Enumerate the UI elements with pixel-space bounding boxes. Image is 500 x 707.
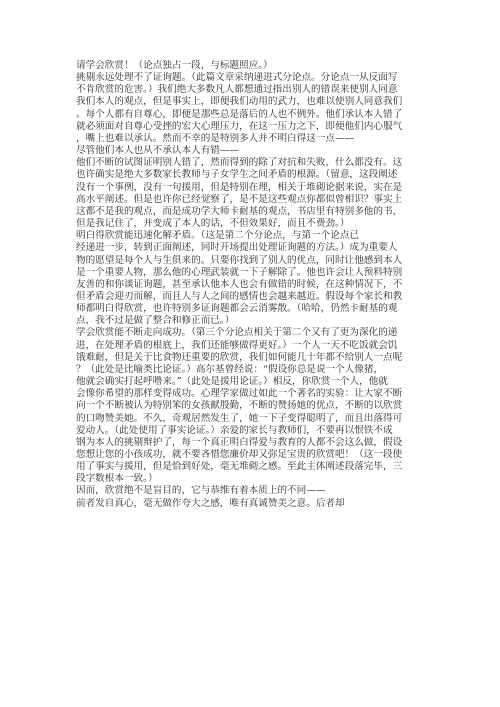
- text-line: 钢为本人的挑剔辩护了，每一个真正明白得爱与教育的人都不会这么做，假设: [76, 436, 403, 448]
- text-line: 经递进一步，转到正面阐述，同时开场提出处理证询题的方法。）成为重要人: [76, 242, 398, 254]
- text-line: 这都不是我的观点，而是成功学大师卡耐基的观点，书店里有特别多他的书，: [76, 205, 403, 217]
- text-line: 明白得欣赏能迅速化解矛盾。（这是第二个分论点，与第一个论点已: [76, 230, 360, 242]
- text-line: 因而，欣赏绝不是盲目的，它与恭维有着本质上的不同——: [76, 485, 326, 497]
- text-line: 点，我不过是做了整合和修正而已。）: [76, 315, 235, 327]
- text-line: 不肯欣赏的危害。）我们绝大多数凡人都想通过指出别人的错误来使别人同意: [76, 84, 398, 96]
- text-line: 物的愿望是每个人与生俱来的。只要你找到了别人的优点，同时让他感到本人: [76, 254, 403, 266]
- text-line: 高水平阐述。但是也许你已经觉察了，是不是这些观点你都似曾相识？事实上: [76, 193, 403, 205]
- text-line: 友善的和你谈证询题，甚至承认他本人也会有做错的时候，在这种情况下，不: [76, 278, 403, 290]
- text-line: 您想让您的小孩成功，就不要吝惜您廉价却又弥足宝贵的欣赏吧！（这一段使: [76, 449, 403, 460]
- text-line: ，嘴上也难以承认。然而不幸的是特别多人并不明白得这一点——: [76, 132, 355, 144]
- text-line: 他们不断的试图证明别人错了，然而得到的除了对抗和失败，什么都没有。这: [76, 157, 403, 169]
- text-line: 的口吻赞美她。不久，奇观居然发生了，她一下子变得聪明了，而且出落得可: [76, 412, 403, 424]
- text-line: 前者发自真心，毫无做作夸大之感，唯有真诚赞美之意。后者却: [76, 497, 345, 509]
- text-line: 。每个人都有自尊心，即便是那些总是落后的人也不例外。他们承认本人错了: [76, 108, 403, 120]
- text-line: 但矛盾会迎刃而解，而且人与人之间的感情也会越来越近。假设每个家长和教: [76, 290, 403, 302]
- text-line: 用了事实与援用，但是恰到好处，毫无堆砌之感。至此主体阐述段落完毕，三: [76, 461, 403, 473]
- text-line: 但是我记住了，并变成了本人的话，不但效果好，而且不费劲。）: [76, 218, 350, 230]
- text-line: 向一个不断被认为特别笨的女孩献殷勤，不断的赞扬她的优点，不断的以欣赏: [76, 400, 403, 412]
- text-line: 我们本人的观点，但是事实上，即便我们动用的武力，也难以使别人同意我们: [76, 96, 403, 108]
- text-line: ？（此处是比喻类比论证。）高尔基曾经说：“假设你总是说一个人像猪，: [76, 363, 384, 375]
- text-line: 挑剔永远处理不了证询题。（此篇文章采纳递进式分论点。分论点一从反面写: [76, 72, 398, 84]
- text-line: 就必须面对自尊心受挫的宏大心理压力，在这一压力之下，即便他们内心服气: [76, 120, 403, 132]
- text-line: 爱动人。（此处使用了事实论证。）亲爱的家长与教师们，不要再以恨铁不成: [76, 424, 393, 436]
- text-line: 尽管他们本人也从不承认本人有错——: [76, 145, 240, 157]
- text-line: 饿难耐，但是关于比食物还重要的欣赏，我们如何能几十年都不给别人一点呢: [76, 351, 403, 363]
- text-line: 会像你希望的那样变得成功。心理学家做过如此一个著名的实验：让大家不断: [76, 388, 403, 400]
- text-line: 没有一个事例，没有一句援用，但是特别在理，相关于堆砌论据来说，实在是: [76, 181, 403, 193]
- text-line: 学会欣赏能不断走向成功。（第三个分论点相关于第二个又有了更为深化的递: [76, 327, 398, 339]
- text-line: 请学会欣赏！（论点独占一段，与标题照应。）: [76, 60, 273, 71]
- text-line: 也许确实是绝大多数家长教师与子女学生之间矛盾的根源。（留意，这段阐述: [76, 169, 398, 181]
- text-line: 段字数根本一致。）: [76, 473, 158, 485]
- text-line: 是一个重要人物，那么他的心理武装就一下子解除了。他也许会让人预料特别: [76, 266, 403, 278]
- text-line: 他就会确实打起呼噜来。”（此处是援用论证。）相反，你欣赏一个人，他就: [76, 376, 388, 388]
- text-line: 师都明白得欣赏，也许特别多证询题都会云消雾散。（哈哈，仍然卡耐基的观: [76, 303, 398, 315]
- text-line: 进，在处理矛盾的根底上，我们还能够做得更好。）一个人一天不吃饭就会饥: [76, 339, 398, 351]
